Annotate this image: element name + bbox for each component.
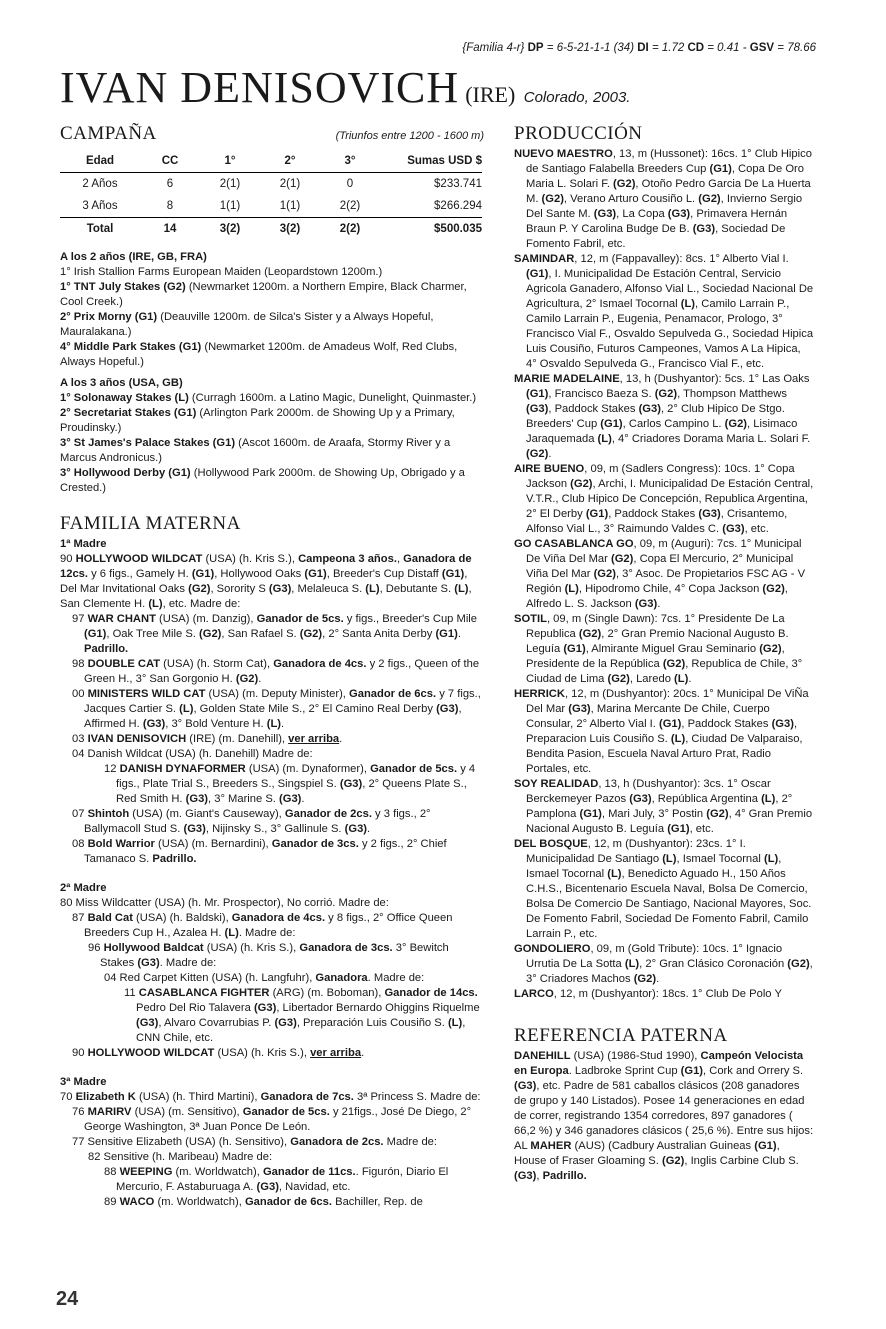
offspring-entry: 77 Sensitive Elizabeth (USA) (h. Sensitivo), Ganadora de 2cs. Madre de: xyxy=(72,1136,438,1148)
offspring-entry: 90 HOLLYWOOD WILDCAT (USA) (h. Kris S.), ver arriba. xyxy=(72,1047,365,1059)
dam-heading: 3ª Madre xyxy=(60,1076,107,1088)
produce-entry: NUEVO MAESTRO, 13, m (Hussonet): 16cs. 1° Club Hipico de Santiago Falabella Breeders Cup (G1), Copa De Oro Maria L. Solari F. (G2), Otoño Pedro Garcia De La Huerta M. (G2), Verano Arturo Cousiño L. (G2), Invierno Sergio Del Sante M. (G3), La Copa (G3), Primavera Hernán Braun P. Y Carolina Budge De B. (G3), Sociedad De Fomento Fabril, etc. xyxy=(514,148,812,250)
wins-age-heading: A los 2 años (IRE, GB, FRA) xyxy=(60,251,207,263)
table-cell: 3 Años xyxy=(82,200,118,212)
table-cell: $233.741 xyxy=(434,178,482,190)
wins-section xyxy=(60,250,484,496)
table-row xyxy=(60,173,482,196)
table-header: Sumas USD $ xyxy=(380,151,482,173)
dam-entry: 90 HOLLYWOOD WILDCAT (USA) (h. Kris S.), Campeona 3 años., Ganadora de 12cs. y 6 figs., Gamely H. (G1), Hollywood Oaks (G1), Breeder's Cup Distaff (G1), Del Mar Invitational Oaks (G2), Sorority S (G3), Melaleuca S. (L), Debutante S. (L), San Clemente H. (L), etc. Madre de: xyxy=(60,553,472,610)
table-row xyxy=(60,195,482,218)
sire-entry: DANEHILL (USA) (1986-Stud 1990), Campeón Velocista en Europa. Ladbroke Sprint Cup (G1), Cork and Orrery S. (G3), etc. Padre de 581 caballos clásicos (208 ganadores de grupo y 140 Listados). Posee 14 generaciones en edad de correr, registrando 1354 corredores, 897 ganadores ( 66,2 %) y 346 ganadores clásicos ( 25,6 %). Entre sus hijos: xyxy=(514,1050,814,1137)
table-cell: $500.035 xyxy=(380,218,482,241)
table-cell: 2 Años xyxy=(82,178,118,190)
offspring-entry: 04 Danish Wildcat (USA) (h. Danehill) Madre de: xyxy=(72,748,313,760)
sire-offspring-entry: AL MAHER (AUS) (Cadbury Australian Guineas (G1), House of Fraser Gloaming S. (G2), Inglis Carbine Club S. (G3), Padrillo. xyxy=(514,1140,799,1182)
win-entry: 2° Prix Morny (G1) (Deauville 1200m. de Silca's Sister y a Always Hopeful, Mauralakana.) xyxy=(60,311,434,338)
offspring-entry: 03 IVAN DENISOVICH (IRE) (m. Danehill), ver arriba. xyxy=(72,733,343,745)
dam-heading: 1ª Madre xyxy=(60,538,107,550)
win-entry: 1° TNT July Stakes (G2) (Newmarket 1200m. a Northern Empire, Black Charmer, Cool Creek.) xyxy=(60,281,467,308)
table-cell: 0 xyxy=(346,178,354,190)
produce-entry: LARCO, 12, m (Dushyantor): 18cs. 1° Club De Polo Y xyxy=(514,988,782,1000)
table-cell: 1(1) xyxy=(219,200,241,212)
page-number: 24 xyxy=(56,1288,79,1310)
offspring-entry: 97 WAR CHANT (USA) (m. Danzig), Ganador de 5cs. y figs., Breeder's Cup Mile (G1), Oak Tree Mile S. (G2), San Rafael S. (G2), 2° Santa Anita Derby (G1). Padrillo. xyxy=(72,613,478,655)
horse-subtitle: Colorado, 2003. xyxy=(523,89,631,106)
referencia-section xyxy=(514,1049,814,1184)
produccion-heading: PRODUCCIÓN xyxy=(514,123,643,144)
table-cell: 2(1) xyxy=(279,178,301,190)
table-cell: 6 xyxy=(166,178,174,190)
produce-entry: DEL BOSQUE, 12, m (Dushyantor): 23cs. 1° I. Municipalidad De Santiago (L), Ismael Tocornal (L), Ismael Tocornal (L), Benedicto Aguado H., 150 Años C.H.S., Bicentenario Escuela Naval, Bolsa De Comercio, Bolsa De Comercio De Santiago, Nacional Mayores, Soc. De Fomento Fabril, Sociedad De Fomento Fabril, Camilo Larrain P., etc. xyxy=(514,838,812,940)
campana-note: (Triunfos entre 1200 - 1600 m) xyxy=(335,130,484,142)
table-cell: 3(2) xyxy=(260,218,320,241)
offspring-entry: 11 CASABLANCA FIGHTER (ARG) (m. Boboman), Ganador de 14cs. Pedro Del Rio Talavera (G3), Libertador Bernardo Ohiggins Riquelme (G3), Alvaro Covarrubias P. (G3), Preparación Luis Cousiño S. (L), CNN Chile, etc. xyxy=(124,987,480,1044)
left-column xyxy=(60,123,484,1210)
produce-entry: HERRICK, 12, m (Dushyantor): 20cs. 1° Municipal De ViÑa Del Mar (G3), Marina Mercante De Chile, Cuerpo Consular, 2° Alberto Vial I. (G1), Paddock Stakes (G3), Preparacion Luis Cousiño S. (L), Ciudad De Valparaiso, Bendita Pasion, Escuela Naval Arturo Prat, Radio Portales, etc. xyxy=(514,688,809,775)
family-section xyxy=(60,537,484,1210)
dam-entry: 80 Miss Wildcatter (USA) (h. Mr. Prospector), No corrió. Madre de: xyxy=(60,897,389,909)
offspring-entry: 88 WEEPING (m. Worldwatch), Ganador de 11cs.. Figurón, Diario El Mercurio, F. Astaburuaga A. (G3), Navidad, etc. xyxy=(104,1166,449,1193)
dam-entry: 70 Elizabeth K (USA) (h. Third Martini), Ganadora de 7cs. 3ª Princess S. Madre de: xyxy=(60,1091,481,1103)
campana-heading: CAMPAÑA xyxy=(60,123,157,144)
offspring-entry: 96 Hollywood Baldcat (USA) (h. Kris S.), Ganadora de 3cs. 3° Bewitch Stakes (G3). Madre de: xyxy=(88,942,449,969)
offspring-entry: 12 DANISH DYNAFORMER (USA) (m. Dynaformer), Ganador de 5cs. y 4 figs., Plate Trial S., Breeders S., Singspiel S. (G3), 2° Queens Plate S., Red Smith H. (G3), 3° Marine S. (G3). xyxy=(104,763,476,805)
offspring-entry: 87 Bald Cat (USA) (h. Baldski), Ganadora de 4cs. y 8 figs., 2° Office Queen Breeders Cup H., Azalea H. (L). Madre de: xyxy=(72,912,453,939)
table-header: CC xyxy=(140,151,200,173)
produce-entry: AIRE BUENO, 09, m (Sadlers Congress): 10cs. 1° Copa Jackson (G2), Archi, I. Municipalidad De Estación Central, V.T.R., Club Hipico De Concepción, Republica Argentina, 2° El Derby (G1), Paddock Stakes (G3), Crisantemo, Alfonso Vial L., 3° Raimundo Valdes C. (G3), etc. xyxy=(514,463,814,535)
table-cell: 2(1) xyxy=(219,178,241,190)
table-cell: 2(2) xyxy=(339,200,361,212)
campaign-table xyxy=(60,151,482,240)
table-cell: Total xyxy=(60,218,140,241)
offspring-entry: 98 DOUBLE CAT (USA) (h. Storm Cat), Ganadora de 4cs. y 2 figs., Queen of the Green H., 3° San Gorgonio H. (G2). xyxy=(72,658,480,685)
wins-age-heading: A los 3 años (USA, GB) xyxy=(60,377,183,389)
offspring-entry: 89 WACO (m. Worldwatch), Ganador de 6cs. Bachiller, Rep. de xyxy=(104,1196,423,1208)
offspring-entry: 07 Shintoh (USA) (m. Giant's Causeway), Ganador de 2cs. y 3 figs., 2° Ballymacoll Stud S. (G3), Nijinsky S., 3° Gallinule S. (G3). xyxy=(72,808,431,835)
referencia-heading: REFERENCIA PATERNA xyxy=(514,1025,728,1046)
table-total-row xyxy=(60,218,482,241)
offspring-entry: 08 Bold Warrior (USA) (m. Bernardini), Ganador de 3cs. y 2 figs., 2° Chief Tamanaco S. Padrillo. xyxy=(72,838,447,865)
win-entry: 2° Secretariat Stakes (G1) (Arlington Park 2000m. de Showing Up y a Primary, Proudinsky.) xyxy=(60,407,455,434)
offspring-entry: 00 MINISTERS WILD CAT (USA) (m. Deputy Minister), Ganador de 6cs. y 7 figs., Jacques Cartier S. (L), Golden State Mile S., 2° El Camino Real Derby (G3), Affirmed H. (G3), 3° Bold Venture H. (L). xyxy=(72,688,481,730)
table-header: 3° xyxy=(320,151,380,173)
produce-entry: GONDOLIERO, 09, m (Gold Tribute): 10cs. 1° Ignacio Urrutia De La Sotta (L), 2° Gran Clásico Coronación (G2), 3° Criadores Machos (G2). xyxy=(514,943,813,985)
offspring-entry: 82 Sensitive (h. Maribeau) Madre de: xyxy=(88,1151,273,1163)
produce-entry: SAMINDAR, 12, m (Fappavalley): 8cs. 1° Alberto Vial I. (G1), I. Municipalidad De Estación Central, Servicio Agricola Ganadero, Alfonso Vial L., Sociedad Nacional De Agricultura, 2° Ismael Tocornal (L), Camilo Larrain P., Camilo Larrain P., Eugenia, Penamacor, Prologo, 3° Francisco Vial F., Osvaldo Sepulveda G., Sociedad Hipica Luis Cousiño, Futuros Campeones, Vamos A La Hipica, 4° Osvaldo Sepulveda G., Francisco Vial F., etc. xyxy=(514,253,814,370)
win-entry: 1° Solonaway Stakes (L) (Curragh 1600m. a Latino Magic, Dunelight, Quinmaster.) xyxy=(60,392,477,404)
win-entry: 3° Hollywood Derby (G1) (Hollywood Park 2000m. de Showing Up, Obrigado y a Crested.) xyxy=(60,467,465,494)
table-cell: 8 xyxy=(166,200,174,212)
table-header: 1° xyxy=(200,151,260,173)
produccion-section xyxy=(514,147,814,1002)
offspring-entry: 04 Red Carpet Kitten (USA) (h. Langfuhr), Ganadora. Madre de: xyxy=(104,972,425,984)
familia-heading: FAMILIA MATERNA xyxy=(60,513,241,534)
table-cell: 3(2) xyxy=(200,218,260,241)
produce-entry: MARIE MADELAINE, 13, h (Dushyantor): 5cs. 1° Las Oaks (G1), Francisco Baeza S. (G2), Thompson Matthews (G3), Paddock Stakes (G3), 2° Club Hipico De Stgo. Breeders' Cup (G1), Carlos Campino L. (G2), Lisimaco Jaraquemada (L), 4° Criadores Dorama Maria L. Solari F. (G2). xyxy=(514,373,811,460)
dam-heading: 2ª Madre xyxy=(60,882,107,894)
offspring-entry: 76 MARIRV (USA) (m. Sensitivo), Ganador de 5cs. y 21figs., José De Diego, 2° George Washington, 3ª Juan Ponce De León. xyxy=(72,1106,472,1133)
horse-name: IVAN DENISOVICH xyxy=(60,63,460,112)
table-header: Edad xyxy=(60,151,140,173)
table-cell: 1(1) xyxy=(279,200,301,212)
dosage-line: {Familia 4-r} DP = 6-5-21-1-1 (34) DI = 1.72 CD = 0.41 - GSV = 78.66 xyxy=(462,42,816,54)
horse-origin: (IRE) xyxy=(465,82,516,107)
win-entry: 1° Irish Stallion Farms European Maiden (Leopardstown 1200m.) xyxy=(60,266,383,278)
right-column xyxy=(514,123,814,1184)
table-cell: 2(2) xyxy=(320,218,380,241)
win-entry: 4° Middle Park Stakes (G1) (Newmarket 1200m. de Amadeus Wolf, Red Clubs, Always Hopeful.) xyxy=(60,341,458,368)
table-header: 2° xyxy=(260,151,320,173)
win-entry: 3° St James's Palace Stakes (G1) (Ascot 1600m. de Araafa, Stormy River y a Marcus Andronicus.) xyxy=(60,437,451,464)
table-cell: 14 xyxy=(140,218,200,241)
produce-entry: GO CASABLANCA GO, 09, m (Auguri): 7cs. 1° Municipal De Viña Del Mar (G2), Copa El Mercurio, 2° Municipal Viña Del Mar (G2), 3° Asoc. De Propietarios FSC AG - V Región (L), Hipodromo Chile, 4° Copa Jackson (G2), Alfredo L. S. Jackson (G3). xyxy=(514,538,806,610)
produce-entry: SOY REALIDAD, 13, h (Dushyantor): 3cs. 1° Oscar Berckemeyer Pazos (G3), República Argentina (L), 2° Pamplona (G1), Mari July, 3° Postin (G2), 4° Gran Premio Nacional Augusto B. Leguía (G1), etc. xyxy=(514,778,813,835)
horse-title xyxy=(60,62,630,113)
table-cell: $266.294 xyxy=(434,200,482,212)
produce-entry: SOTIL, 09, m (Single Dawn): 7cs. 1° Presidente De La Republica (G2), 2° Gran Premio Nacional Augusto B. Leguía (G1), Almirante Miguel Grau Seminario (G2), Presidente de la República (G2), Republica de Chile, 3° Ciudad de Lima (G2), Laredo (L). xyxy=(514,613,803,685)
